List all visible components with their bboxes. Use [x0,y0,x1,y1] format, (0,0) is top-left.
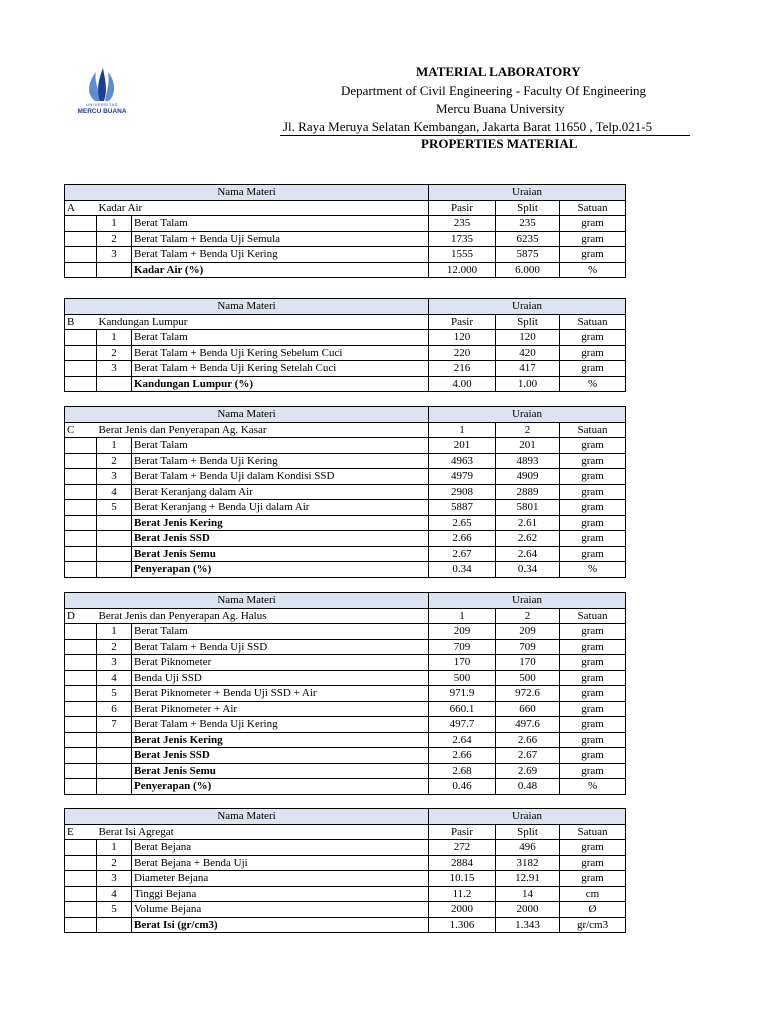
result-label: Kandungan Lumpur (%) [132,376,429,392]
row-label: Berat Keranjang + Benda Uji dalam Air [132,500,429,516]
unit: gram [560,216,626,232]
value-2: 420 [496,345,560,361]
value-1: 5887 [429,500,496,516]
column-label-unit: Satuan [560,422,626,438]
result-value-1: 1.306 [429,917,496,933]
section-name: Kandungan Lumpur [97,314,429,330]
unit: gram [560,247,626,263]
empty-cell [65,361,97,377]
row-label: Berat Talam + Benda Uji Semula [132,231,429,247]
empty-cell [65,500,97,516]
row-label: Berat Talam [132,438,429,454]
value-1: 660.1 [429,701,496,717]
value-1: 209 [429,624,496,640]
empty-cell [65,840,97,856]
column-label-2: 2 [496,608,560,624]
logo-small-text: UNIVERSITAS [86,102,118,107]
empty-cell [65,469,97,485]
row-label: Berat Bejana [132,840,429,856]
column-label-unit: Satuan [560,314,626,330]
column-label-unit: Satuan [560,608,626,624]
unit: Ø [560,902,626,918]
row-number: 2 [97,855,132,871]
result-label: Berat Jenis SSD [132,531,429,547]
section-letter: B [65,314,97,330]
empty-cell [65,686,97,702]
value-2: 417 [496,361,560,377]
result-value-1: 2.66 [429,531,496,547]
row-number: 2 [97,345,132,361]
empty-cell [65,717,97,733]
empty-cell [97,531,132,547]
table-row [65,484,626,500]
department-line: Department of Civil Engineering - Faculty Of Engineering [341,83,647,98]
result-value-1: 0.46 [429,779,496,795]
row-number: 1 [97,438,132,454]
column-header-uraian: Uraian [429,299,626,315]
value-2: 4893 [496,453,560,469]
table-row [65,701,626,717]
result-value-1: 2.65 [429,515,496,531]
column-header-nama-materi: Nama Materi [65,185,429,201]
empty-cell [65,624,97,640]
table-row [65,717,626,733]
result-row [65,262,626,278]
empty-cell [65,639,97,655]
table-header-row [65,299,626,315]
table-row [65,624,626,640]
result-unit: % [560,779,626,795]
value-1: 4979 [429,469,496,485]
row-label: Benda Uji SSD [132,670,429,686]
section-title-row [65,422,626,438]
row-number: 3 [97,469,132,485]
value-1: 170 [429,655,496,671]
result-unit: gram [560,748,626,764]
result-value-1: 12.000 [429,262,496,278]
column-header-nama-materi: Nama Materi [65,407,429,423]
unit: gram [560,231,626,247]
result-value-1: 2.68 [429,763,496,779]
row-label: Berat Piknometer [132,655,429,671]
unit: gram [560,500,626,516]
university-logo [72,68,132,124]
section-name: Berat Jenis dan Penyerapan Ag. Kasar [97,422,429,438]
result-unit: % [560,562,626,578]
table-header-row [65,407,626,423]
result-row [65,515,626,531]
column-header-nama-materi: Nama Materi [65,299,429,315]
result-row [65,779,626,795]
logo-main-text: MERCU BUANA [77,108,127,115]
empty-cell [65,345,97,361]
result-value-1: 2.67 [429,546,496,562]
table-row [65,231,626,247]
row-number: 3 [97,247,132,263]
value-2: 12.91 [496,871,560,887]
value-1: 4963 [429,453,496,469]
value-1: 220 [429,345,496,361]
row-number: 1 [97,330,132,346]
unit: gram [560,840,626,856]
result-value-2: 2.69 [496,763,560,779]
row-number: 6 [97,701,132,717]
section-table-d [64,592,626,795]
table-header-row [65,593,626,609]
result-label: Kadar Air (%) [132,262,429,278]
table-row [65,686,626,702]
value-1: 201 [429,438,496,454]
unit: cm [560,886,626,902]
value-2: 5801 [496,500,560,516]
unit: gram [560,871,626,887]
empty-cell [97,917,132,933]
empty-cell [65,231,97,247]
value-2: 497.6 [496,717,560,733]
unit: gram [560,484,626,500]
row-label: Berat Piknometer + Air [132,701,429,717]
value-2: 209 [496,624,560,640]
row-number: 2 [97,231,132,247]
empty-cell [65,330,97,346]
empty-cell [65,670,97,686]
table-row [65,886,626,902]
table-row [65,855,626,871]
result-value-1: 2.64 [429,732,496,748]
row-number: 4 [97,886,132,902]
result-row [65,763,626,779]
value-2: 660 [496,701,560,717]
value-2: 201 [496,438,560,454]
unit: gram [560,438,626,454]
value-2: 6235 [496,231,560,247]
result-value-2: 0.34 [496,562,560,578]
value-2: 4909 [496,469,560,485]
column-label-1: 1 [429,422,496,438]
result-label: Berat Jenis Semu [132,763,429,779]
table-row [65,345,626,361]
row-number: 7 [97,717,132,733]
empty-cell [97,262,132,278]
column-header-uraian: Uraian [429,185,626,201]
row-label: Volume Bejana [132,902,429,918]
row-number: 1 [97,216,132,232]
section-name: Berat Isi Agregat [97,824,429,840]
unit: gram [560,655,626,671]
value-2: 235 [496,216,560,232]
unit: gram [560,686,626,702]
value-1: 216 [429,361,496,377]
result-row [65,917,626,933]
value-1: 120 [429,330,496,346]
result-label: Penyerapan (%) [132,562,429,578]
empty-cell [65,262,97,278]
empty-cell [65,546,97,562]
value-2: 170 [496,655,560,671]
row-label: Berat Talam + Benda Uji Kering Setelah Cuci [132,361,429,377]
table-row [65,469,626,485]
row-label: Berat Talam + Benda Uji Kering [132,453,429,469]
empty-cell [65,917,97,933]
table-header-row [65,185,626,201]
empty-cell [97,546,132,562]
result-unit: gr/cm3 [560,917,626,933]
page-subtitle: PROPERTIES MATERIAL [421,136,578,151]
section-name: Berat Jenis dan Penyerapan Ag. Halus [97,608,429,624]
table-row [65,902,626,918]
empty-cell [65,453,97,469]
result-value-1: 0.34 [429,562,496,578]
table-row [65,361,626,377]
value-1: 1735 [429,231,496,247]
result-label: Penyerapan (%) [132,779,429,795]
unit: gram [560,469,626,485]
result-label: Berat Isi (gr/cm3) [132,917,429,933]
table-row [65,639,626,655]
value-2: 14 [496,886,560,902]
row-label: Berat Talam + Benda Uji SSD [132,639,429,655]
value-2: 709 [496,639,560,655]
empty-cell [65,438,97,454]
empty-cell [65,871,97,887]
unit: gram [560,717,626,733]
value-1: 709 [429,639,496,655]
table-row [65,438,626,454]
section-title-row [65,200,626,216]
row-number: 3 [97,871,132,887]
row-label: Berat Piknometer + Benda Uji SSD + Air [132,686,429,702]
empty-cell [65,531,97,547]
table-row [65,247,626,263]
value-1: 1555 [429,247,496,263]
row-number: 2 [97,639,132,655]
section-letter: D [65,608,97,624]
value-2: 972.6 [496,686,560,702]
value-2: 5875 [496,247,560,263]
column-header-uraian: Uraian [429,593,626,609]
result-unit: gram [560,531,626,547]
row-label: Tinggi Bejana [132,886,429,902]
unit: gram [560,361,626,377]
row-number: 1 [97,624,132,640]
column-label-1: 1 [429,608,496,624]
section-table-a [64,184,626,278]
column-label-2: 2 [496,422,560,438]
value-1: 2908 [429,484,496,500]
flame-logo-icon [72,68,132,102]
empty-cell [97,779,132,795]
empty-cell [97,376,132,392]
result-unit: % [560,376,626,392]
row-number: 4 [97,670,132,686]
table-row [65,670,626,686]
result-unit: % [560,262,626,278]
row-label: Berat Keranjang dalam Air [132,484,429,500]
column-label-1: Pasir [429,200,496,216]
result-unit: gram [560,546,626,562]
result-value-2: 2.66 [496,732,560,748]
result-row [65,748,626,764]
result-value-2: 2.64 [496,546,560,562]
value-1: 10.15 [429,871,496,887]
address-line: Jl. Raya Meruya Selatan Kembangan, Jakarta Barat 11650 , Telp.021-5 [283,119,653,134]
value-2: 2889 [496,484,560,500]
section-table-c [64,406,626,578]
result-row [65,562,626,578]
empty-cell [65,902,97,918]
unit: gram [560,670,626,686]
table-row [65,840,626,856]
result-unit: gram [560,763,626,779]
result-value-1: 2.66 [429,748,496,764]
row-label: Berat Talam [132,216,429,232]
result-row [65,546,626,562]
result-value-2: 2.62 [496,531,560,547]
result-unit: gram [560,732,626,748]
result-row [65,376,626,392]
row-number: 5 [97,902,132,918]
row-number: 2 [97,453,132,469]
empty-cell [97,562,132,578]
value-1: 235 [429,216,496,232]
section-table-b [64,298,626,392]
column-label-2: Split [496,200,560,216]
unit: gram [560,345,626,361]
unit: gram [560,639,626,655]
row-number: 3 [97,655,132,671]
result-value-2: 2.67 [496,748,560,764]
row-label: Berat Talam + Benda Uji Kering Sebelum Cuci [132,345,429,361]
value-1: 2884 [429,855,496,871]
result-value-2: 1.00 [496,376,560,392]
row-number: 3 [97,361,132,377]
column-label-1: Pasir [429,824,496,840]
table-row [65,453,626,469]
empty-cell [65,779,97,795]
result-value-2: 1.343 [496,917,560,933]
section-title-row [65,824,626,840]
row-label: Berat Talam + Benda Uji Kering [132,247,429,263]
empty-cell [65,763,97,779]
university-line: Mercu Buana University [436,101,565,116]
table-row [65,655,626,671]
value-2: 2000 [496,902,560,918]
section-letter: A [65,200,97,216]
column-label-unit: Satuan [560,824,626,840]
result-value-2: 0.48 [496,779,560,795]
result-label: Berat Jenis SSD [132,748,429,764]
section-letter: C [65,422,97,438]
value-2: 3182 [496,855,560,871]
empty-cell [97,748,132,764]
empty-cell [65,701,97,717]
value-1: 497.7 [429,717,496,733]
value-2: 120 [496,330,560,346]
column-header-nama-materi: Nama Materi [65,809,429,825]
table-row [65,330,626,346]
empty-cell [65,855,97,871]
row-label: Berat Bejana + Benda Uji [132,855,429,871]
empty-cell [65,562,97,578]
column-label-2: Split [496,824,560,840]
row-number: 5 [97,500,132,516]
row-number: 4 [97,484,132,500]
section-table-e [64,808,626,933]
result-value-2: 2.61 [496,515,560,531]
row-label: Berat Talam [132,624,429,640]
column-label-unit: Satuan [560,200,626,216]
row-number: 1 [97,840,132,856]
section-name: Kadar Air [97,200,429,216]
empty-cell [65,376,97,392]
result-row [65,531,626,547]
value-1: 2000 [429,902,496,918]
section-title-row [65,608,626,624]
result-label: Berat Jenis Kering [132,515,429,531]
value-2: 500 [496,670,560,686]
empty-cell [65,655,97,671]
table-header-row [65,809,626,825]
empty-cell [65,247,97,263]
column-label-1: Pasir [429,314,496,330]
unit: gram [560,330,626,346]
unit: gram [560,701,626,717]
empty-cell [65,484,97,500]
unit: gram [560,624,626,640]
table-row [65,216,626,232]
section-letter: E [65,824,97,840]
empty-cell [97,515,132,531]
column-header-uraian: Uraian [429,407,626,423]
row-number: 5 [97,686,132,702]
value-1: 971.9 [429,686,496,702]
section-title-row [65,314,626,330]
column-label-2: Split [496,314,560,330]
empty-cell [97,763,132,779]
value-1: 11.2 [429,886,496,902]
result-unit: gram [560,515,626,531]
empty-cell [97,732,132,748]
page-title: MATERIAL LABORATORY [416,64,581,79]
empty-cell [65,732,97,748]
row-label: Berat Talam + Benda Uji dalam Kondisi SSD [132,469,429,485]
unit: gram [560,855,626,871]
row-label: Berat Talam + Benda Uji Kering [132,717,429,733]
table-row [65,871,626,887]
value-1: 500 [429,670,496,686]
empty-cell [65,216,97,232]
empty-cell [65,748,97,764]
result-value-2: 6.000 [496,262,560,278]
value-2: 496 [496,840,560,856]
row-label: Diameter Bejana [132,871,429,887]
row-label: Berat Talam [132,330,429,346]
result-label: Berat Jenis Kering [132,732,429,748]
empty-cell [65,886,97,902]
result-label: Berat Jenis Semu [132,546,429,562]
unit: gram [560,453,626,469]
column-header-uraian: Uraian [429,809,626,825]
column-header-nama-materi: Nama Materi [65,593,429,609]
result-value-1: 4.00 [429,376,496,392]
table-row [65,500,626,516]
value-1: 272 [429,840,496,856]
empty-cell [65,515,97,531]
result-row [65,732,626,748]
